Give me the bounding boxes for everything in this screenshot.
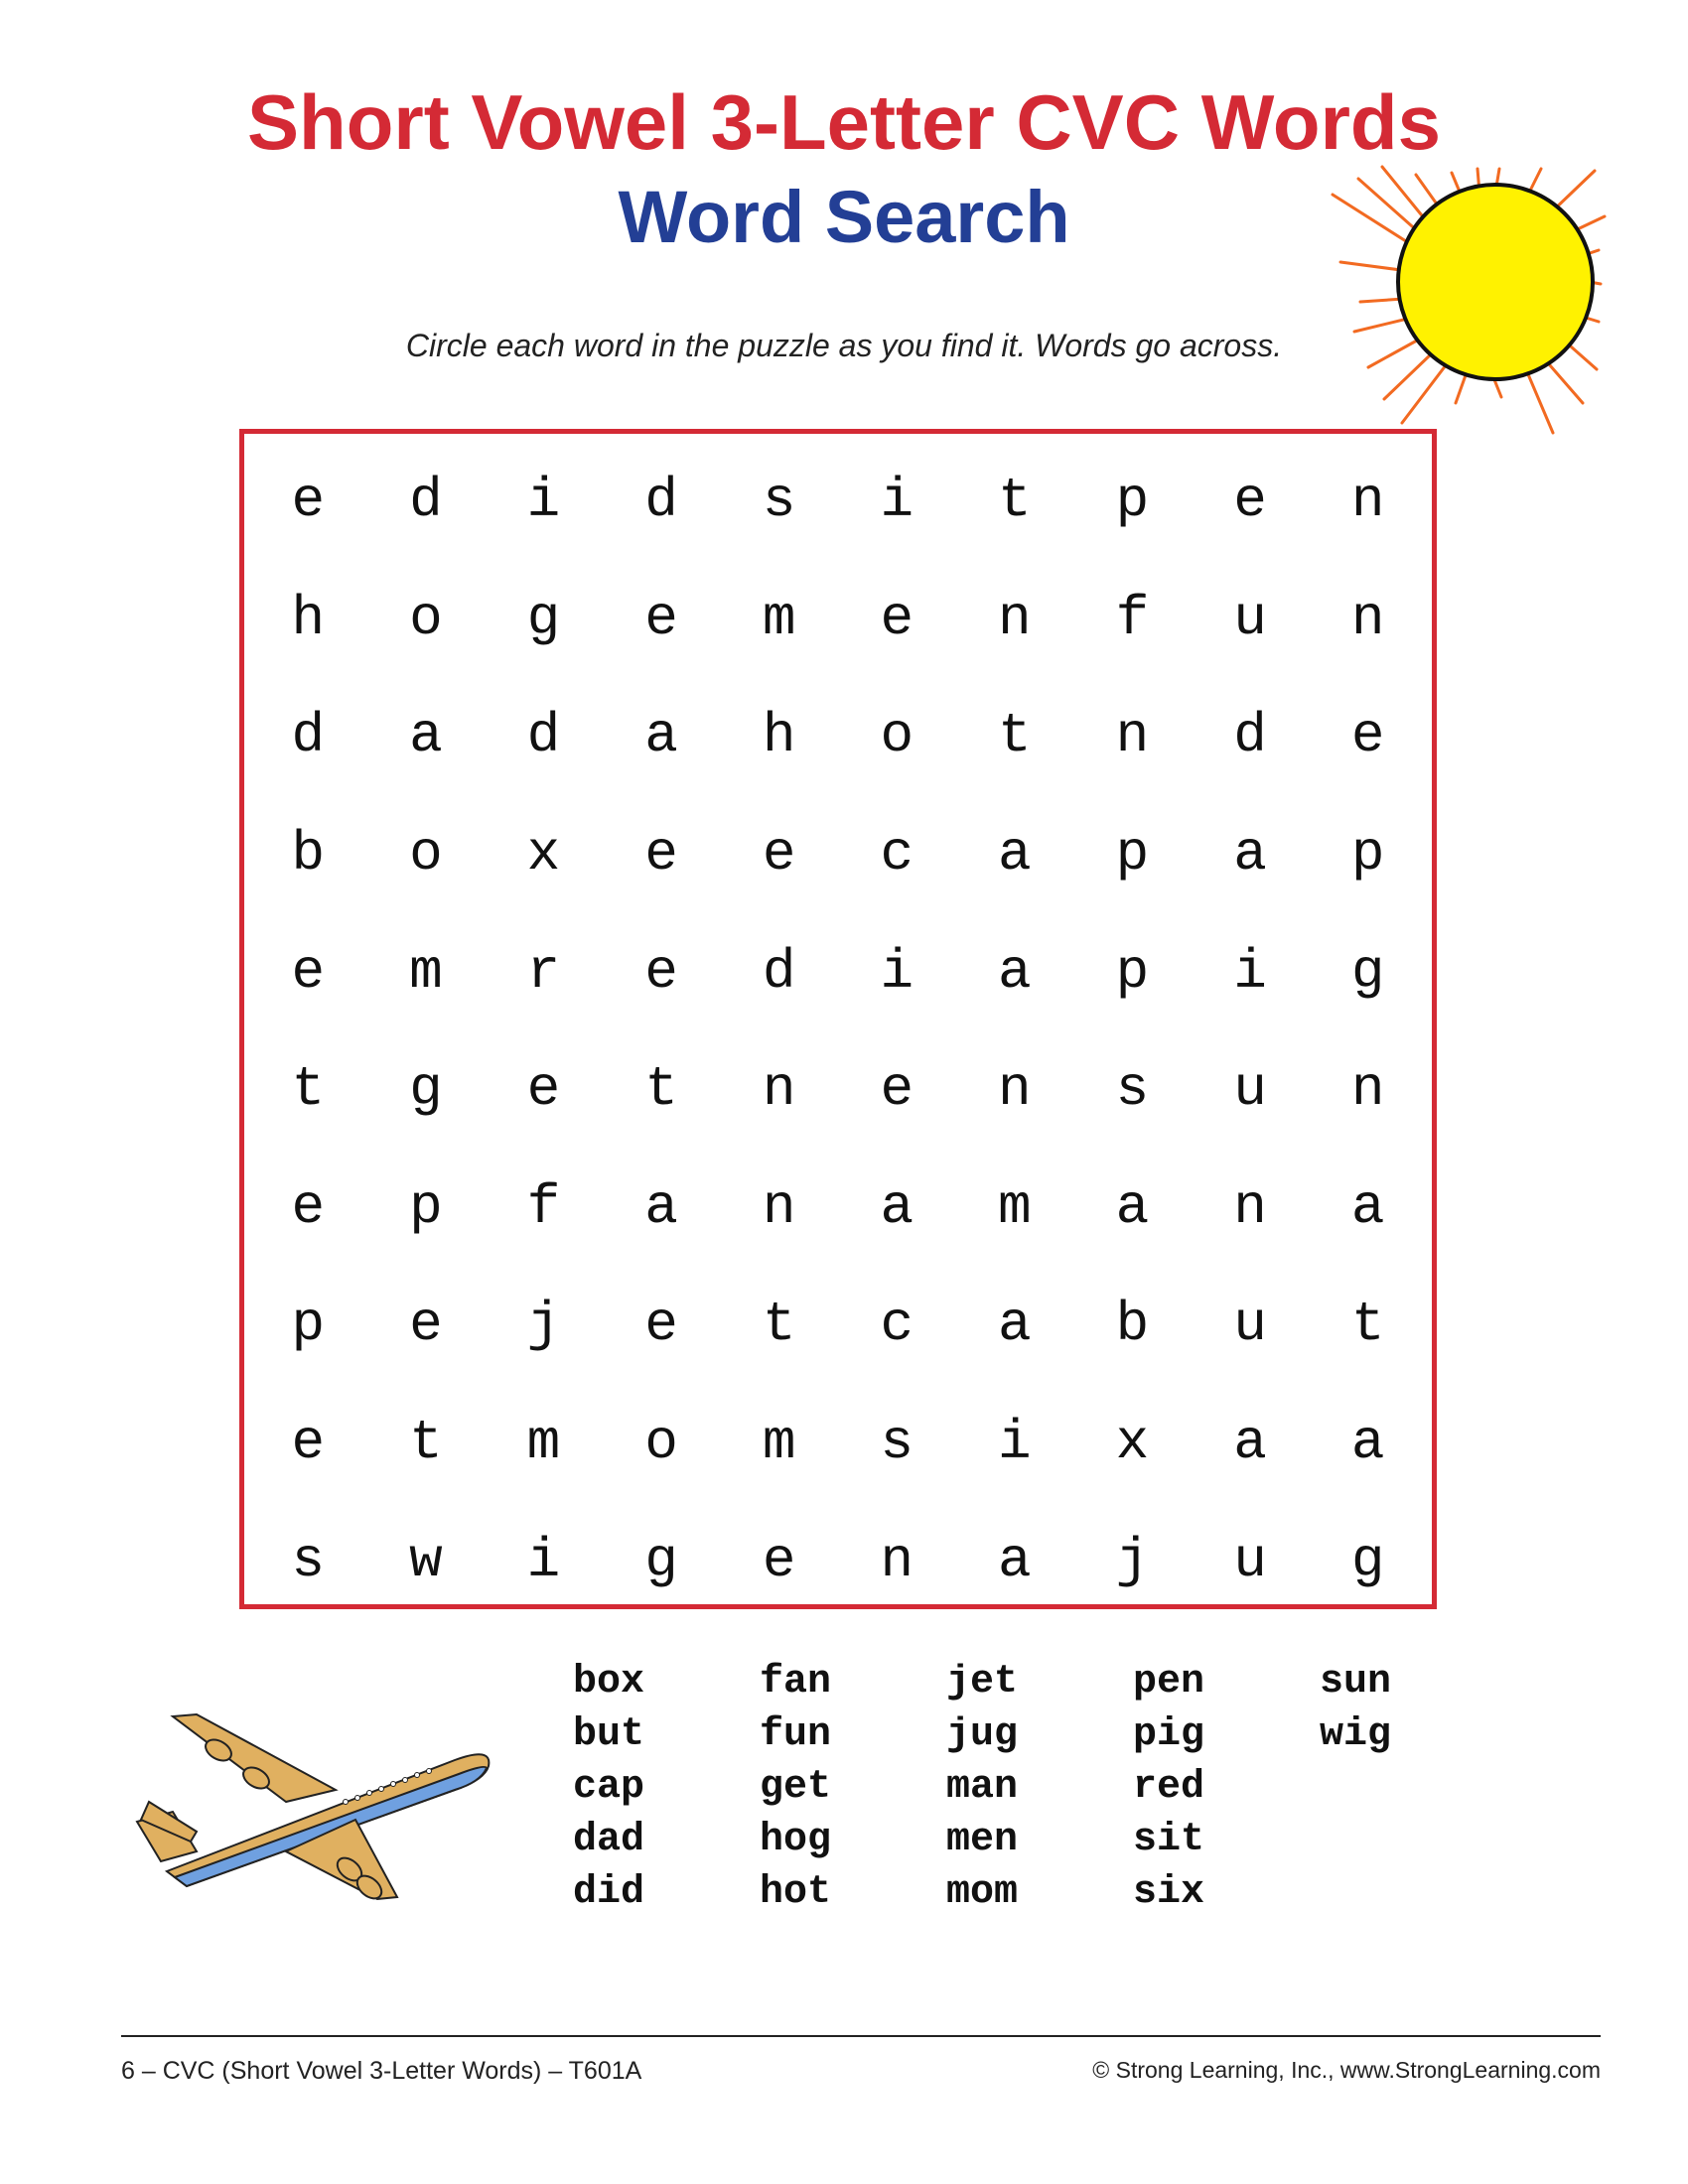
grid-letter[interactable]: e — [291, 469, 326, 533]
grid-letter[interactable]: m — [762, 1411, 796, 1475]
grid-letter[interactable]: n — [1350, 469, 1385, 533]
grid-letter[interactable]: m — [409, 939, 443, 1004]
grid-letter[interactable]: g — [644, 1528, 678, 1592]
grid-letter[interactable]: i — [998, 1411, 1032, 1475]
footer-divider — [121, 2035, 1601, 2037]
grid-letter[interactable]: p — [409, 1174, 443, 1239]
page-title: Short Vowel 3-Letter CVC Words — [247, 78, 1441, 166]
grid-letter[interactable]: i — [1233, 939, 1267, 1004]
grid-letter[interactable]: e — [291, 1411, 326, 1475]
grid-letter[interactable]: e — [644, 939, 678, 1004]
grid-letter[interactable]: a — [998, 939, 1032, 1004]
grid-letter[interactable]: a — [1350, 1174, 1385, 1239]
grid-letter[interactable]: s — [1115, 1057, 1150, 1122]
grid-letter[interactable]: n — [1350, 1057, 1385, 1122]
grid-letter[interactable]: t — [291, 1057, 326, 1122]
grid-letter[interactable]: e — [1233, 469, 1267, 533]
word-list-item: get — [760, 1765, 832, 1810]
grid-letter[interactable]: u — [1233, 586, 1267, 650]
word-list-item: fun — [760, 1712, 832, 1757]
grid-letter[interactable]: e — [880, 586, 914, 650]
grid-letter[interactable]: b — [291, 822, 326, 887]
grid-letter[interactable]: t — [1350, 1293, 1385, 1357]
grid-letter[interactable]: a — [644, 704, 678, 768]
word-list-item: man — [946, 1765, 1019, 1810]
grid-letter[interactable]: b — [1115, 1293, 1150, 1357]
grid-letter[interactable]: t — [644, 1057, 678, 1122]
grid-letter[interactable]: o — [644, 1411, 678, 1475]
footer-copyright: © Strong Learning, Inc., www.StrongLearning.com — [1092, 2057, 1601, 2083]
grid-letter[interactable]: h — [291, 586, 326, 650]
grid-letter[interactable]: e — [762, 822, 796, 887]
word-list-item: sit — [1133, 1818, 1205, 1862]
grid-letter[interactable]: g — [409, 1057, 443, 1122]
grid-letter[interactable]: p — [1115, 822, 1150, 887]
word-list-empty — [1320, 1761, 1506, 1814]
grid-letter[interactable]: f — [1115, 586, 1150, 650]
grid-letter[interactable]: d — [291, 704, 326, 768]
grid-letter[interactable]: a — [409, 704, 443, 768]
word-list-item: red — [1133, 1765, 1205, 1810]
word-list-item: fan — [760, 1660, 832, 1705]
word-list-item: men — [946, 1818, 1019, 1862]
grid-letter[interactable]: d — [1233, 704, 1267, 768]
grid-letter[interactable]: u — [1233, 1293, 1267, 1357]
grid-letter[interactable]: j — [1115, 1528, 1150, 1592]
grid-letter[interactable]: u — [1233, 1528, 1267, 1592]
sun-icon — [1231, 109, 1609, 467]
grid-letter[interactable]: g — [1350, 1528, 1385, 1592]
grid-letter[interactable]: a — [998, 822, 1032, 887]
grid-letter[interactable]: s — [880, 1411, 914, 1475]
grid-letter[interactable]: t — [762, 1293, 796, 1357]
grid-letter[interactable]: n — [1233, 1174, 1267, 1239]
grid-letter[interactable]: u — [1233, 1057, 1267, 1122]
word-list-item: dad — [573, 1818, 645, 1862]
grid-letter[interactable]: a — [998, 1528, 1032, 1592]
grid-letter[interactable]: i — [526, 1528, 561, 1592]
grid-letter[interactable]: o — [880, 704, 914, 768]
grid-letter[interactable]: h — [762, 704, 796, 768]
grid-letter[interactable]: m — [762, 586, 796, 650]
grid-letter[interactable]: e — [291, 939, 326, 1004]
word-list-item: sun — [1320, 1660, 1392, 1705]
grid-letter[interactable]: s — [762, 469, 796, 533]
grid-letter[interactable]: i — [526, 469, 561, 533]
grid-letter[interactable]: n — [1350, 586, 1385, 650]
word-list-item: six — [1133, 1870, 1205, 1915]
grid-letter[interactable]: n — [762, 1174, 796, 1239]
grid-letter[interactable]: m — [526, 1411, 561, 1475]
grid-letter[interactable]: x — [526, 822, 561, 887]
word-list-empty — [1320, 1866, 1506, 1919]
word-list-item: wig — [1320, 1712, 1392, 1757]
grid-letter[interactable]: e — [762, 1528, 796, 1592]
word-list-item: box — [573, 1660, 645, 1705]
grid-letter[interactable]: p — [1350, 822, 1385, 887]
grid-letter[interactable]: d — [409, 469, 443, 533]
word-list-empty — [1320, 1814, 1506, 1866]
word-list-item: did — [573, 1870, 645, 1915]
page-subtitle: Word Search — [618, 176, 1070, 258]
grid-letter[interactable]: d — [762, 939, 796, 1004]
grid-letter[interactable]: m — [998, 1174, 1032, 1239]
grid-letter[interactable]: o — [409, 822, 443, 887]
word-list — [573, 1656, 1427, 1924]
grid-letter[interactable]: n — [762, 1057, 796, 1122]
airplane-wing-top — [173, 1714, 336, 1802]
grid-letter[interactable]: a — [1115, 1174, 1150, 1239]
word-list-item: hot — [760, 1870, 832, 1915]
instructions: Circle each word in the puzzle as you find it. Words go across. — [405, 328, 1283, 363]
grid-letter[interactable]: t — [998, 469, 1032, 533]
grid-letter[interactable]: e — [1350, 704, 1385, 768]
footer-page-info: 6 – CVC (Short Vowel 3-Letter Words) – T601A — [121, 2057, 642, 2085]
word-list-item: but — [573, 1712, 645, 1757]
word-list-item: pig — [1133, 1712, 1205, 1757]
word-list-item: pen — [1133, 1660, 1205, 1705]
grid-letter[interactable]: e — [644, 822, 678, 887]
grid-letter[interactable]: g — [1350, 939, 1385, 1004]
grid-letter[interactable]: t — [998, 704, 1032, 768]
grid-letter[interactable]: a — [998, 1293, 1032, 1357]
grid-letter[interactable]: g — [526, 586, 561, 650]
grid-letter[interactable]: n — [880, 1528, 914, 1592]
sun-disc — [1398, 185, 1593, 379]
word-list-item: jet — [946, 1660, 1019, 1705]
grid-letter[interactable]: f — [526, 1174, 561, 1239]
grid-letter[interactable]: t — [409, 1411, 443, 1475]
grid-letter[interactable]: e — [291, 1174, 326, 1239]
grid-letter[interactable]: w — [409, 1528, 443, 1592]
grid-letter[interactable]: c — [880, 822, 914, 887]
grid-letter[interactable]: n — [1115, 704, 1150, 768]
word-list-item: jug — [946, 1712, 1019, 1757]
grid-letter[interactable]: p — [291, 1293, 326, 1357]
grid-letter[interactable]: d — [526, 704, 561, 768]
grid-letter[interactable]: n — [998, 586, 1032, 650]
grid-letter[interactable]: e — [526, 1057, 561, 1122]
grid-letter[interactable]: s — [291, 1528, 326, 1592]
grid-letter[interactable]: e — [880, 1057, 914, 1122]
word-list-item: hog — [760, 1818, 832, 1862]
grid-letter[interactable]: x — [1115, 1411, 1150, 1475]
grid-letter[interactable]: e — [644, 586, 678, 650]
grid-letter[interactable]: e — [644, 1293, 678, 1357]
grid-letter[interactable]: a — [1233, 822, 1267, 887]
grid-letter[interactable]: j — [526, 1293, 561, 1357]
letter-grid — [249, 442, 1427, 1618]
grid-letter[interactable]: a — [1233, 1411, 1267, 1475]
grid-letter[interactable]: p — [1115, 939, 1150, 1004]
grid-letter[interactable]: i — [880, 939, 914, 1004]
airplane-icon — [127, 1703, 504, 1901]
grid-letter[interactable]: a — [1350, 1411, 1385, 1475]
grid-letter[interactable]: p — [1115, 469, 1150, 533]
grid-letter[interactable]: a — [644, 1174, 678, 1239]
word-list-item: cap — [573, 1765, 645, 1810]
grid-letter[interactable]: n — [998, 1057, 1032, 1122]
word-list-item: mom — [946, 1870, 1019, 1915]
grid-letter[interactable]: e — [409, 1293, 443, 1357]
grid-letter[interactable]: i — [880, 469, 914, 533]
grid-letter[interactable]: r — [526, 939, 561, 1004]
grid-letter[interactable]: o — [409, 586, 443, 650]
grid-letter[interactable]: c — [880, 1293, 914, 1357]
grid-letter[interactable]: a — [880, 1174, 914, 1239]
grid-letter[interactable]: d — [644, 469, 678, 533]
